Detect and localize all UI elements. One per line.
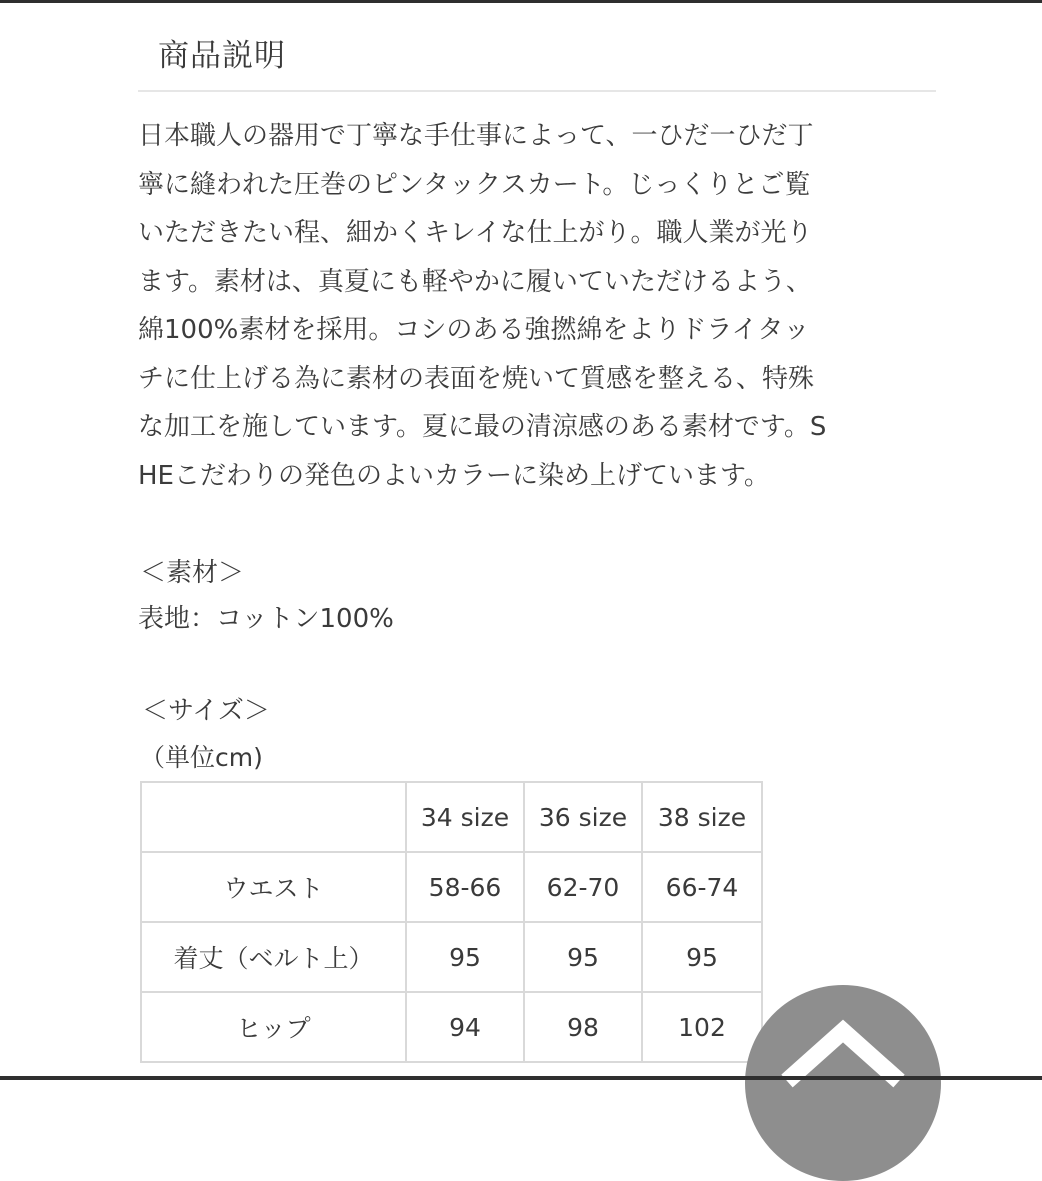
row-label: ウエスト (141, 852, 406, 922)
description-line: ます。素材は、真夏にも軽やかに履いていただけるよう、 (138, 266, 812, 297)
table-row (141, 992, 762, 1062)
table-cell: 95 (642, 922, 762, 992)
table-cell: 94 (406, 992, 524, 1062)
size-table (140, 781, 763, 1063)
product-description (138, 112, 938, 500)
size-unit: （単位cm) (140, 743, 263, 772)
table-header-row (141, 782, 762, 852)
material-value: 表地：コットン100% (138, 604, 394, 634)
row-label: 着丈（ベルト上） (141, 922, 406, 992)
table-row (141, 922, 762, 992)
table-cell: 58-66 (406, 852, 524, 922)
table-cell: 102 (642, 992, 762, 1062)
table-cell: 95 (406, 922, 524, 992)
table-cell: 62-70 (524, 852, 642, 922)
table-header-cell: 36 size (524, 782, 642, 852)
description-line: 日本職人の器用で丁寧な手仕事によって、一ひだ一ひだ丁 (138, 121, 814, 151)
table-header-cell: 34 size (406, 782, 524, 852)
description-line: チに仕上げる為に素材の表面を焼いて質感を整える、特殊 (138, 363, 815, 394)
table-cell: 98 (524, 992, 642, 1062)
row-label: ヒップ (141, 992, 406, 1062)
title-divider (138, 90, 936, 92)
description-line: いただきたい程、細かくキレイな仕上がり。職人業が光り (138, 218, 813, 248)
bottom-border (0, 1076, 1042, 1080)
scroll-to-top-button[interactable] (745, 985, 941, 1181)
table-cell: 66-74 (642, 852, 762, 922)
material-heading: ＜素材＞ (140, 558, 245, 588)
top-border (0, 0, 1042, 3)
description-line: 綿100%素材を採用。コシのある強撚綿をよりドライタッ (138, 315, 810, 345)
description-line: HEこだわりの発色のよいカラーに染め上げています。 (138, 460, 770, 491)
section-title: 商品説明 (158, 38, 286, 74)
description-line: な加工を施しています。夏に最の清涼感のある素材です。S (138, 412, 827, 442)
table-header-cell (141, 782, 406, 852)
table-row (141, 852, 762, 922)
description-line: 寧に縫われた圧巻のピンタックスカート。じっくりとご覧 (138, 169, 811, 200)
table-cell: 95 (524, 922, 642, 992)
size-heading: ＜サイズ＞ (142, 696, 270, 726)
chevron-up-icon (745, 985, 941, 1181)
table-header-cell: 38 size (642, 782, 762, 852)
